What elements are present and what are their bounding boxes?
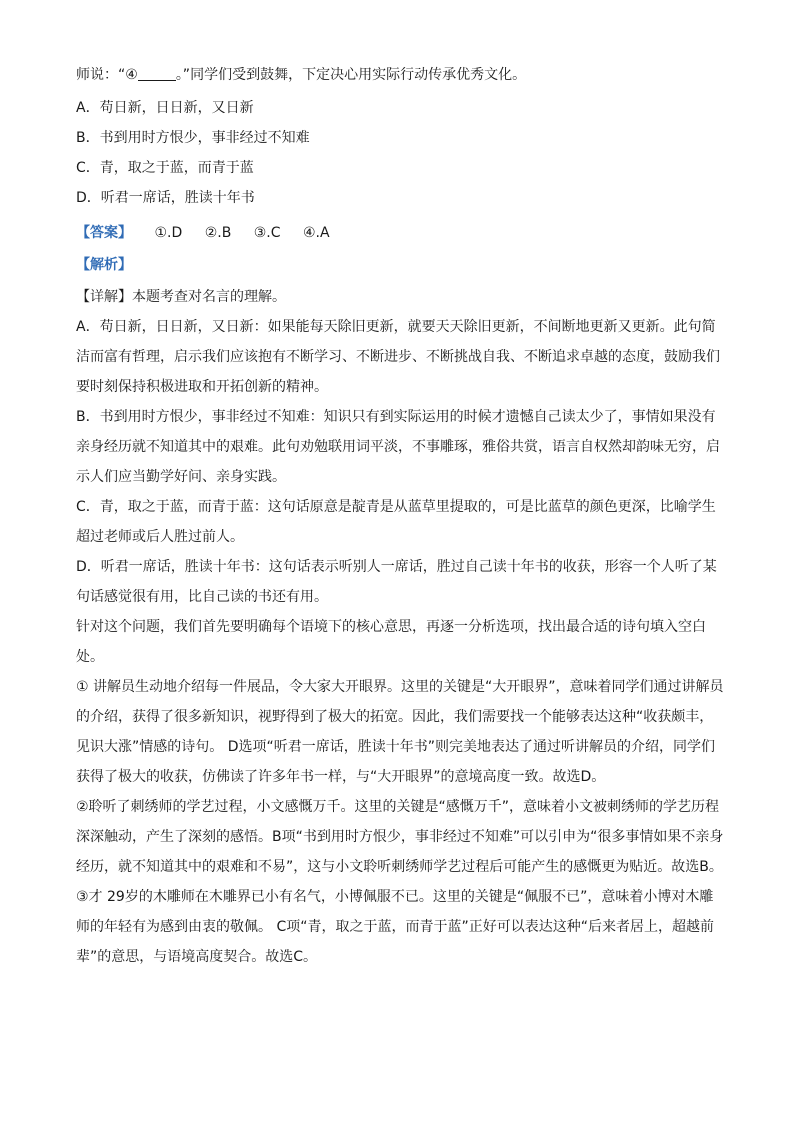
- options-list: [76, 93, 726, 213]
- explanation-b: B．书到用时方恨少，事非经过不知难：知识只有到实际运用的时候才遗憾自己读太少了，事情如果没有亲身经历就不知道其中的艰难。此句劝勉联用词平淡，不事雕琢，雅俗共赏，语言自权然却韵味无穷，启示人们应当勤学好问、亲身实践。: [76, 409, 720, 485]
- analysis-2: ②聆听了刺绣师的学艺过程，小文感慨万千。这里的关键是“感慨万千”，意味着小文被刺绣师的学艺历程深深触动，产生了深刻的感悟。B项“书到用时方恨少，事非经过不知难”可以引申为“很多事情如果不亲身经历，就不知道其中的艰难和不易”，这与小文聆听刺绣师学艺过程后可能产生的感慨更为贴近。故选B。: [76, 799, 724, 875]
- answer-item: ①.D: [154, 225, 183, 241]
- question-intro: [76, 60, 726, 90]
- analysis-3: ③才 29岁的木雕师在木雕界已小有名气，小博佩服不已。这里的关键是“佩服不已”，意味着小博对木雕师的年轻有为感到由衷的敬佩。 C项“青，取之于蓝，而青于蓝”正好可以表达这种“后来者居上，超越前辈”的意思，与语境高度契合。故选C。: [76, 889, 714, 965]
- answer-item: ②.B: [204, 225, 232, 241]
- answer-item: ③.C: [253, 225, 281, 241]
- option-a: A．苟日新，日日新，又日新: [76, 100, 254, 116]
- detail-intro: 本题考查对名言的理解。: [132, 289, 286, 305]
- answer-item: ④.A: [302, 225, 330, 241]
- answer-label: 【答案】: [76, 225, 132, 241]
- analysis-1: ① 讲解员生动地介绍每一件展品，令大家大开眼界。这里的关键是“大开眼界”，意味着同学们通过讲解员的介绍，获得了很多新知识，视野得到了极大的拓宽。因此，我们需要找一个能够表达这种“收获颇丰，见识大涨”情感的诗句。 D选项“听君一席话，胜读十年书”则完美地表达了通过听讲解员的介绍，同学们获得了极大的收获，仿佛读了许多年书一样，与“大开眼界”的意境高度一致。故选D。: [76, 679, 724, 785]
- answer-blank: [138, 66, 176, 81]
- explanation-a: A．苟日新，日日新，又日新：如果能每天除旧更新，就要天天除旧更新，不间断地更新又更新。此句简洁而富有哲理，启示我们应该抱有不断学习、不断进步、不断挑战自我、不断追求卓越的态度，鼓励我们要时刻保持积极进取和开拓创新的精神。: [76, 319, 720, 395]
- explanation-c: C．青，取之于蓝，而青于蓝：这句话原意是靛青是从蓝草里提取的，可是比蓝草的颜色更深，比喻学生超过老师或后人胜过前人。: [76, 499, 716, 545]
- intro-suffix: 。”同学们受到鼓舞，下定决心用实际行动传承优秀文化。: [175, 67, 527, 83]
- answer-row: [76, 218, 726, 248]
- explanations: [76, 312, 726, 972]
- analysis-heading: [76, 250, 726, 280]
- intro-prefix: 师说：“④: [76, 67, 138, 83]
- detail-label: 【详解】: [76, 289, 132, 305]
- detail-heading: [76, 282, 726, 312]
- option-b: B．书到用时方恨少，事非经过不知难: [76, 130, 310, 146]
- option-c: C．青，取之于蓝，而青于蓝: [76, 160, 254, 176]
- option-d: D．听君一席话，胜读十年书: [76, 190, 255, 206]
- explanation-d: D．听君一席话，胜读十年书：这句话表示听别人一席话，胜过自己读十年书的收获，形容一个人听了某句话感觉很有用，比自己读的书还有用。: [76, 559, 717, 605]
- analysis-label: 【解析】: [76, 257, 132, 273]
- approach-paragraph: 针对这个问题，我们首先要明确每个语境下的核心意思，再逐一分析选项，找出最合适的诗句填入空白处。: [76, 619, 706, 665]
